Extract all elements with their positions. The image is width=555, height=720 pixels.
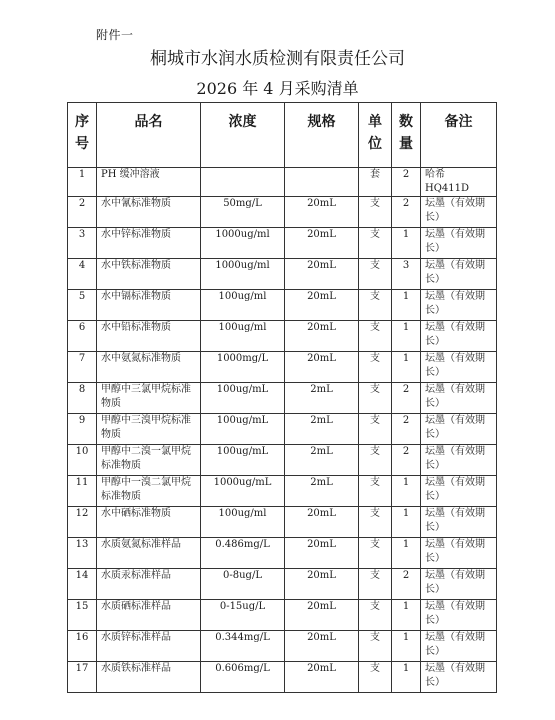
cell-seq: 9 <box>68 414 97 445</box>
cell-concentration <box>201 168 285 197</box>
cell-concentration: 50mg/L <box>201 197 285 228</box>
annex-label: 附件一 <box>96 28 134 42</box>
cell-seq: 5 <box>68 290 97 321</box>
table-row <box>68 259 497 290</box>
cell-unit: 支 <box>359 259 392 290</box>
cell-quantity: 2 <box>392 569 421 600</box>
cell-unit: 支 <box>359 569 392 600</box>
cell-seq: 6 <box>68 321 97 352</box>
cell-name: 水中氨氮标准物质 <box>97 352 201 383</box>
cell-quantity: 1 <box>392 631 421 662</box>
cell-spec: 20mL <box>285 507 359 538</box>
header-spec: 规格 <box>285 103 359 168</box>
cell-concentration: 0-15ug/L <box>201 600 285 631</box>
cell-concentration: 100ug/mL <box>201 445 285 476</box>
cell-quantity: 1 <box>392 228 421 259</box>
table-row <box>68 631 497 662</box>
cell-note: 坛墨（有效期长） <box>421 538 497 569</box>
table-row <box>68 507 497 538</box>
cell-unit: 支 <box>359 600 392 631</box>
cell-name: 甲醇中三溴甲烷标准物质 <box>97 414 201 445</box>
cell-note: 坛墨（有效期长） <box>421 631 497 662</box>
cell-seq: 11 <box>68 476 97 507</box>
cell-concentration: 100ug/ml <box>201 321 285 352</box>
cell-quantity: 1 <box>392 476 421 507</box>
cell-note: 坛墨（有效期长） <box>421 600 497 631</box>
cell-note: 坛墨（有效期长） <box>421 569 497 600</box>
cell-spec: 2mL <box>285 414 359 445</box>
cell-name: 水质硒标准样品 <box>97 600 201 631</box>
cell-unit: 支 <box>359 476 392 507</box>
cell-unit: 支 <box>359 445 392 476</box>
cell-note: 坛墨（有效期长） <box>421 507 497 538</box>
table-row <box>68 290 497 321</box>
cell-spec: 20mL <box>285 321 359 352</box>
cell-name: 水中硒标准物质 <box>97 507 201 538</box>
cell-note: 坛墨（有效期长） <box>421 321 497 352</box>
cell-seq: 2 <box>68 197 97 228</box>
cell-concentration: 1000ug/ml <box>201 228 285 259</box>
cell-spec: 2mL <box>285 476 359 507</box>
cell-spec: 20mL <box>285 290 359 321</box>
cell-quantity: 2 <box>392 168 421 197</box>
cell-quantity: 2 <box>392 383 421 414</box>
cell-note: 坛墨（有效期长） <box>421 352 497 383</box>
cell-note: 坛墨（有效期长） <box>421 476 497 507</box>
cell-quantity: 1 <box>392 290 421 321</box>
cell-seq: 4 <box>68 259 97 290</box>
cell-spec: 20mL <box>285 631 359 662</box>
cell-seq: 8 <box>68 383 97 414</box>
cell-seq: 7 <box>68 352 97 383</box>
header-qty-line1: 数 <box>399 114 413 130</box>
cell-concentration: 1000ug/mL <box>201 476 285 507</box>
cell-spec: 20mL <box>285 538 359 569</box>
cell-concentration: 100ug/mL <box>201 383 285 414</box>
table-row <box>68 168 497 197</box>
cell-unit: 套 <box>359 168 392 197</box>
header-seq-line1: 序 <box>75 114 89 130</box>
cell-unit: 支 <box>359 538 392 569</box>
header-name: 品名 <box>97 103 201 168</box>
header-seq-line2: 号 <box>75 136 89 152</box>
header-note: 备注 <box>421 103 497 168</box>
cell-unit: 支 <box>359 197 392 228</box>
cell-name: 水中镉标准物质 <box>97 290 201 321</box>
cell-name: 水质锌标准样品 <box>97 631 201 662</box>
cell-quantity: 2 <box>392 414 421 445</box>
cell-spec: 20mL <box>285 228 359 259</box>
cell-spec <box>285 168 359 197</box>
table-row <box>68 352 497 383</box>
cell-quantity: 1 <box>392 538 421 569</box>
cell-quantity: 3 <box>392 259 421 290</box>
cell-spec: 20mL <box>285 600 359 631</box>
cell-unit: 支 <box>359 290 392 321</box>
table-body <box>68 168 497 693</box>
cell-note: 哈希 HQ411D <box>421 168 497 197</box>
cell-name: 水质氨氮标准样品 <box>97 538 201 569</box>
table-row <box>68 476 497 507</box>
cell-note: 坛墨（有效期长） <box>421 662 497 693</box>
cell-name: PH 缓冲溶液 <box>97 168 201 197</box>
header-concentration: 浓度 <box>201 103 285 168</box>
header-qty-line2: 量 <box>399 136 413 152</box>
cell-quantity: 1 <box>392 321 421 352</box>
cell-note: 坛墨（有效期长） <box>421 445 497 476</box>
cell-spec: 20mL <box>285 569 359 600</box>
cell-name: 甲醇中一溴二氯甲烷标准物质 <box>97 476 201 507</box>
cell-unit: 支 <box>359 383 392 414</box>
cell-unit: 支 <box>359 507 392 538</box>
cell-quantity: 1 <box>392 662 421 693</box>
cell-concentration: 100ug/mL <box>201 414 285 445</box>
header-seq <box>68 103 97 168</box>
cell-spec: 20mL <box>285 197 359 228</box>
company-title: 桐城市水润水质检测有限责任公司 <box>150 49 405 69</box>
cell-concentration: 1000mg/L <box>201 352 285 383</box>
cell-quantity: 2 <box>392 445 421 476</box>
table-row <box>68 414 497 445</box>
cell-name: 甲醇中二溴一氯甲烷标准物质 <box>97 445 201 476</box>
cell-seq: 13 <box>68 538 97 569</box>
cell-name: 水质汞标准样品 <box>97 569 201 600</box>
cell-note: 坛墨（有效期长） <box>421 228 497 259</box>
cell-unit: 支 <box>359 321 392 352</box>
cell-seq: 14 <box>68 569 97 600</box>
cell-note: 坛墨（有效期长） <box>421 197 497 228</box>
cell-unit: 支 <box>359 352 392 383</box>
cell-concentration: 1000ug/ml <box>201 259 285 290</box>
cell-note: 坛墨（有效期长） <box>421 414 497 445</box>
cell-quantity: 1 <box>392 507 421 538</box>
table-row <box>68 569 497 600</box>
table-row <box>68 600 497 631</box>
cell-name: 水质铁标准样品 <box>97 662 201 693</box>
cell-spec: 20mL <box>285 259 359 290</box>
cell-quantity: 2 <box>392 197 421 228</box>
header-unit-line1: 单 <box>368 114 382 130</box>
cell-concentration: 100ug/ml <box>201 507 285 538</box>
header-unit <box>359 103 392 168</box>
cell-seq: 10 <box>68 445 97 476</box>
cell-seq: 15 <box>68 600 97 631</box>
cell-name: 水中铁标准物质 <box>97 259 201 290</box>
cell-name: 水中氰标准物质 <box>97 197 201 228</box>
cell-concentration: 0.486mg/L <box>201 538 285 569</box>
cell-unit: 支 <box>359 662 392 693</box>
cell-seq: 16 <box>68 631 97 662</box>
cell-name: 水中铅标准物质 <box>97 321 201 352</box>
cell-note: 坛墨（有效期长） <box>421 259 497 290</box>
cell-concentration: 0.344mg/L <box>201 631 285 662</box>
table-row <box>68 197 497 228</box>
cell-note: 坛墨（有效期长） <box>421 290 497 321</box>
cell-unit: 支 <box>359 631 392 662</box>
table-row <box>68 538 497 569</box>
header-quantity <box>392 103 421 168</box>
cell-spec: 2mL <box>285 445 359 476</box>
cell-spec: 20mL <box>285 352 359 383</box>
cell-unit: 支 <box>359 414 392 445</box>
cell-name: 水中锌标准物质 <box>97 228 201 259</box>
cell-seq: 12 <box>68 507 97 538</box>
table-row <box>68 228 497 259</box>
table-row <box>68 662 497 693</box>
cell-concentration: 100ug/ml <box>201 290 285 321</box>
cell-quantity: 1 <box>392 600 421 631</box>
cell-quantity: 1 <box>392 352 421 383</box>
cell-seq: 17 <box>68 662 97 693</box>
table-header-row <box>68 103 497 168</box>
cell-unit: 支 <box>359 228 392 259</box>
cell-spec: 20mL <box>285 662 359 693</box>
cell-seq: 1 <box>68 168 97 197</box>
cell-name: 甲醇中三氯甲烷标准物质 <box>97 383 201 414</box>
table-row <box>68 321 497 352</box>
cell-concentration: 0-8ug/L <box>201 569 285 600</box>
cell-concentration: 0.606mg/L <box>201 662 285 693</box>
cell-seq: 3 <box>68 228 97 259</box>
cell-spec: 2mL <box>285 383 359 414</box>
procurement-table <box>67 102 497 693</box>
header-unit-line2: 位 <box>368 136 382 152</box>
list-subtitle: 2026 年 4 月采购清单 <box>196 79 359 98</box>
cell-note: 坛墨（有效期长） <box>421 383 497 414</box>
table-row <box>68 383 497 414</box>
table-row <box>68 445 497 476</box>
